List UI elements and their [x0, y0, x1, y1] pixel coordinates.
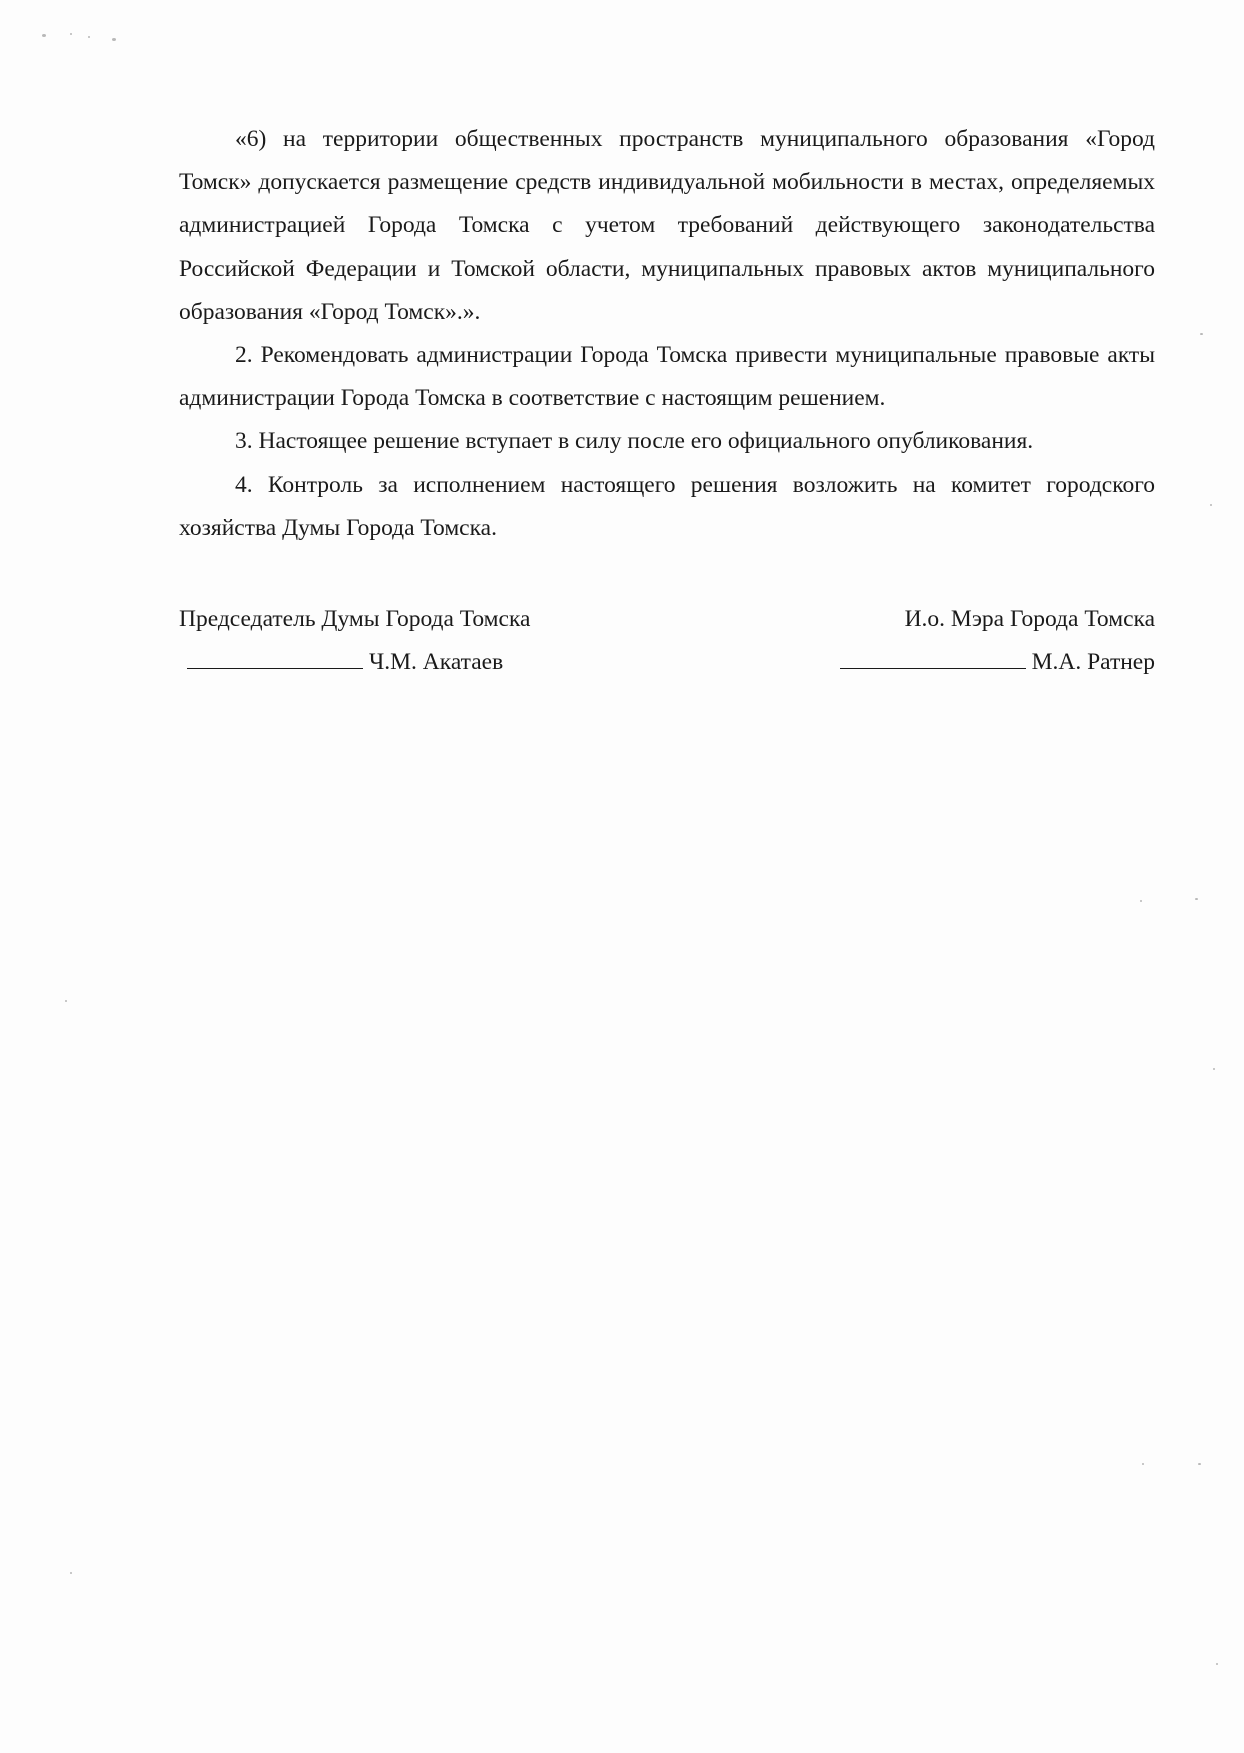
scan-speck	[1216, 1663, 1218, 1665]
scan-speck	[70, 1572, 72, 1574]
scan-speck	[42, 34, 46, 37]
signature-left-title: Председатель Думы Города Томска	[179, 606, 531, 632]
scan-speck	[112, 38, 116, 41]
scan-speck	[70, 33, 72, 35]
signature-left-line	[187, 644, 363, 669]
signature-right-name: М.А. Ратнер	[1031, 649, 1155, 675]
signature-left-line-row	[179, 641, 599, 684]
scan-speck	[88, 36, 90, 38]
signature-right	[735, 598, 1155, 684]
signature-right-title: И.о. Мэра Города Томска	[904, 606, 1155, 632]
scan-speck	[65, 1000, 67, 1002]
document-body	[179, 118, 1155, 550]
signature-left	[179, 598, 599, 684]
scan-speck	[1142, 1463, 1144, 1465]
signature-left-name: Ч.М. Акатаев	[369, 649, 504, 675]
paragraph-control: 4. Контроль за исполнением настоящего решения возложить на комитет городского хозяйства Думы Города Томска.	[179, 471, 1155, 541]
paragraph-effective-date: 3. Настоящее решение вступает в силу после его официального опубликования.	[235, 428, 1034, 455]
paragraph-recommendation: 2. Рекомендовать администрации Города Томска привести муниципальные правовые акты администрации Города Томска в соответствие с настоящим решением.	[179, 342, 1155, 412]
scan-speck	[1210, 504, 1212, 506]
scan-speck	[1198, 1463, 1201, 1465]
signature-right-line	[840, 644, 1026, 669]
signature-right-line-row	[735, 641, 1155, 684]
scan-speck	[1213, 1068, 1215, 1070]
paragraph-item-6: «6) на территории общественных пространств муниципального образования «Город Томск» допускается размещение средств индивидуальной мобильности в местах, определяемых администрацией Города Томска с учетом требований действующего законодательства Российской Федерации и Томской области, муниципальных правовых актов муниципального образования «Город Томск».».	[179, 126, 1155, 325]
scan-speck	[1195, 898, 1198, 900]
scan-speck	[1200, 333, 1203, 335]
scan-speck	[1140, 900, 1142, 902]
